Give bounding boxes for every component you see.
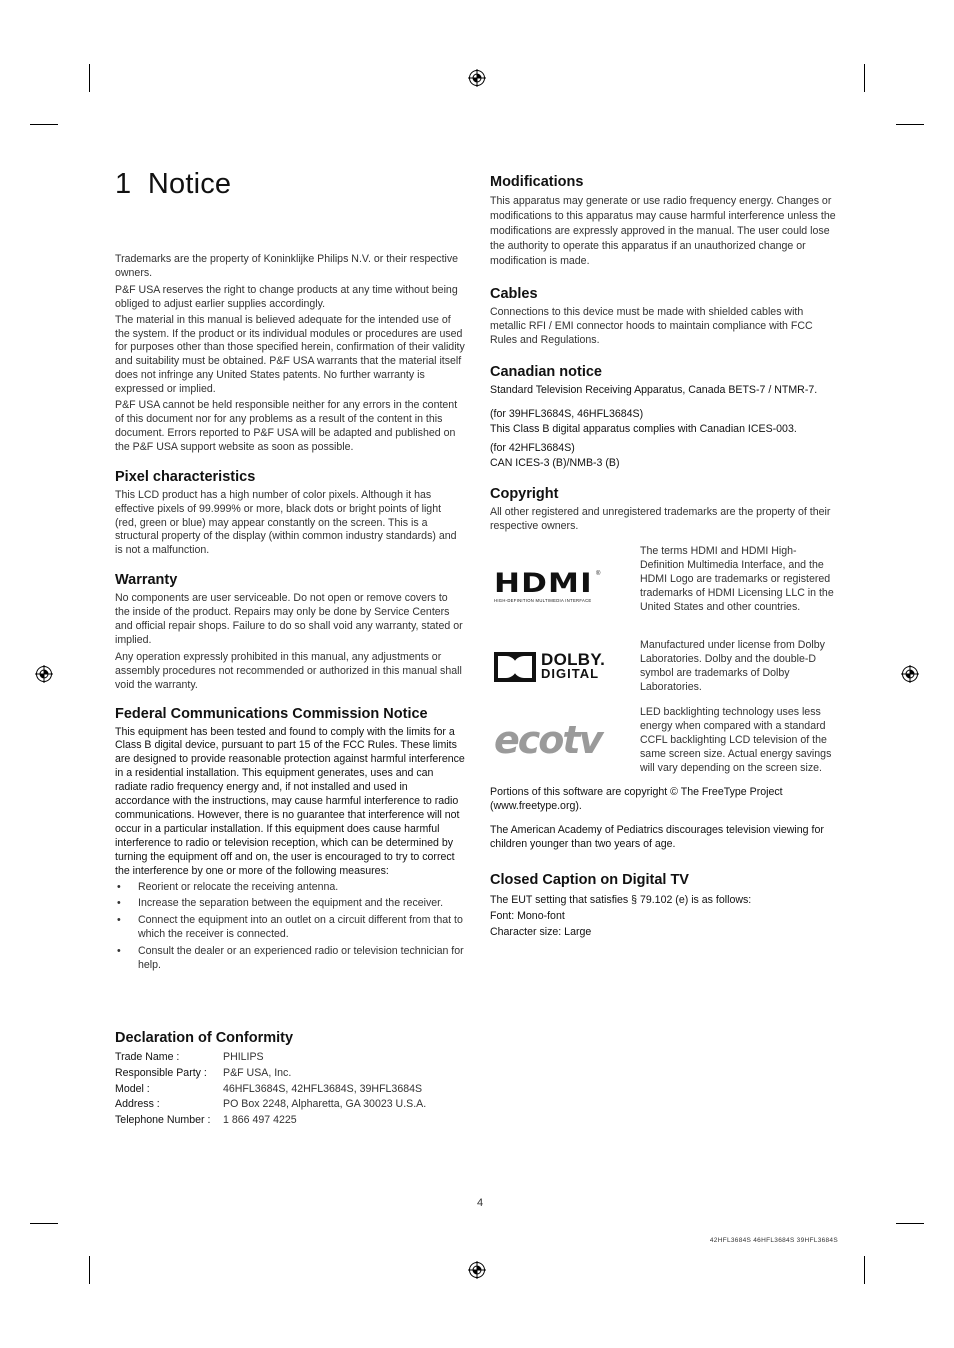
ecotv-trademark-row (490, 706, 838, 776)
fcc-heading: Federal Communications Commission Notice (115, 705, 428, 722)
copyright-heading: Copyright (490, 485, 559, 502)
crop-mark (864, 1256, 865, 1284)
cables-text: Connections to this device must be made with shielded cables with metallic RFI / EMI connector hoods to maintain compliance with FCC Rules and Regulations. (490, 306, 813, 346)
dolby-word: DOLBY. (541, 650, 606, 670)
table-cell-value: P&F USA, Inc. (223, 1066, 292, 1079)
dolby-text: Manufactured under license from Dolby Laboratories. Dolby and the double-D symbol are trademarks of Dolby Laboratories. (640, 639, 825, 694)
list-item: • Connect the equipment into an outlet on a circuit different from that to which the receiver is connected. (115, 914, 465, 942)
canadian-text: CAN ICES-3 (B)/NMB-3 (B) (490, 456, 620, 469)
registration-mark-icon (468, 69, 486, 87)
cc-heading: Closed Caption on Digital TV (490, 871, 689, 888)
chapter-title (115, 168, 231, 201)
hdmi-text: The terms HDMI and HDMI High-Definition Multimedia Interface, and the HDMI Logo are trademarks or registered trademarks of HDMI Licensing LLC in the United States and other countries. (640, 545, 834, 614)
table-row (115, 1050, 426, 1066)
left-column (115, 253, 465, 976)
cables-heading: Cables (490, 286, 538, 302)
footer-model-list: 42HFL3684S 46HFL3684S 39HFL3684S (709, 1237, 838, 1244)
modifications-text: This apparatus may generate or use radio frequency energy. Changes or modifications to this apparatus may cause harmful interference unless the modifications are expressly approved in the manual. The user could lose the authority to operate this apparatus if an unauthorized change or modification is made. (490, 195, 836, 267)
crop-mark (30, 124, 58, 125)
crop-mark (89, 1256, 90, 1284)
registration-mark-icon (35, 665, 53, 683)
list-item: • Reorient or relocate the receiving antenna. (115, 881, 465, 895)
modifications-heading: Modifications (490, 174, 584, 190)
dolby-logo (490, 639, 640, 695)
aap-text: The American Academy of Pediatrics discourages television viewing for children younger than two years of age. (490, 823, 824, 850)
table-cell-key: Model : (115, 1082, 150, 1095)
hdmi-logo-text: HDMI (494, 568, 593, 600)
table-cell-key: Responsible Party : (115, 1066, 207, 1079)
table-row (115, 1066, 426, 1082)
hdmi-trademark-row (490, 545, 838, 629)
registered-mark: ® (595, 571, 601, 578)
table-cell-key: Telephone Number : (115, 1114, 211, 1127)
warranty-heading: Warranty (115, 572, 178, 589)
canadian-text: (for 42HFL3684S) (490, 441, 575, 454)
table-cell-value: 46HFL3684S, 42HFL3684S, 39HFL3684S (223, 1082, 423, 1095)
table-cell-value: 1 866 497 4225 (223, 1114, 297, 1127)
fcc-text: This equipment has been tested and found to comply with the limits for a Class B digital device, pursuant to part 15 of the FCC Rules. These limits are designed to provide reasonable protection against harmful interference in a residential installation. This equipment generates, uses and can radiate radio frequency energy and, if not installed and used in accordance with the instructions, may cause harmful interference to radio communications. However, there is no guarantee that interference will not occur in a particular installation. If this equipment does cause harmful interference to radio or television reception, which can be determined by turning the equipment off and on, the user is encouraged to try to correct the interference by one or more of the following measures: (115, 725, 465, 877)
intro-paragraph: P&F USA cannot be held responsible neither for any errors in the content of this document nor for any problems as a result of the content in this document. Errors reported to P&F USA will be adapted and published on the P&F USA support website as soon as possible. (115, 399, 458, 453)
table-row (115, 1097, 426, 1113)
dolby-double-d-icon (494, 652, 536, 682)
cc-text: Font: Mono-font (490, 909, 565, 922)
crop-mark (896, 1223, 924, 1224)
list-item: • Consult the dealer or an experienced radio or television technician for help. (115, 945, 465, 973)
intro-paragraph: The material in this manual is believed adequate for the intended use of the system. If the product or its individual modules or procedures are used for purposes other than those specified herein, confirmation of their validity and suitability must be obtained. P&F USA warrants that the material itself does not infringe any United States patents. No further warranty is expressed or implied. (115, 313, 465, 396)
crop-mark (896, 124, 924, 125)
registration-mark-icon (901, 665, 919, 683)
chapter-title-text: Notice (147, 168, 232, 200)
table-row (115, 1082, 426, 1098)
canadian-text: (for 39HFL3684S, 46HFL3684S) (490, 407, 644, 420)
declaration-section (115, 1030, 475, 1129)
right-column (490, 174, 838, 940)
canadian-text: This Class B digital apparatus complies with Canadian ICES-003. (490, 422, 797, 435)
table-cell-value: PHILIPS (223, 1051, 264, 1063)
warranty-text: Any operation expressly prohibited in this manual, any adjustments or assembly procedures not recommended or authorized in this manual shall void the warranty. (115, 650, 462, 691)
page-number: 4 (477, 1197, 484, 1209)
declaration-table (115, 1050, 426, 1129)
ecotv-text: LED backlighting technology uses less energy when compared with a standard CCFL backlighting LCD television of the same screen size. Actual energy savings will vary depending on the screen size. (640, 706, 832, 775)
table-row (115, 1113, 426, 1129)
list-item: • Increase the separation between the equipment and the receiver. (115, 897, 465, 911)
declaration-heading: Declaration of Conformity (115, 1030, 294, 1046)
registration-mark-icon (468, 1261, 486, 1279)
pixel-text: This LCD product has a high number of color pixels. Although it has effective pixels of 99.999% or more, black dots or bright points of light (red, green or blue) may appear constantly on the screen. This is a structural property of the display (within common industry standards) and is not a malfunction. (115, 488, 457, 557)
canadian-heading: Canadian notice (490, 363, 602, 380)
hdmi-logo (490, 545, 640, 629)
warranty-text: No components are user serviceable. Do not open or remove covers to the inside of the product. Repairs may only be done by Service Centers and official repair shops. Failure to do so shall void any warranty, stated or implied. (115, 592, 463, 646)
table-cell-key: Trade Name : (115, 1051, 180, 1063)
hdmi-tagline: HIGH-DEFINITION MULTIMEDIA INTERFACE (494, 598, 592, 604)
canadian-text: Standard Television Receiving Apparatus, Canada BETS-7 / NTMR-7. (490, 383, 818, 396)
fcc-measures-list (115, 881, 465, 973)
crop-mark (30, 1223, 58, 1224)
dolby-sub: DIGITAL (541, 666, 600, 682)
copyright-text: All other registered and unregistered trademarks are the property of their respective owners. (490, 505, 831, 532)
ecotv-logo (490, 706, 640, 774)
ecotv-logo-text: ecotv (494, 718, 602, 763)
intro-paragraph: Trademarks are the property of Koninklijke Philips N.V. or their respective owners. (115, 253, 459, 279)
cc-text: Character size: Large (490, 925, 592, 938)
dolby-trademark-row (490, 639, 838, 695)
crop-mark (864, 64, 865, 92)
cc-text: The EUT setting that satisfies § 79.102 (e) is as follows: (490, 893, 752, 906)
pixel-heading: Pixel characteristics (115, 468, 256, 485)
table-cell-key: Address : (115, 1098, 160, 1111)
table-cell-value: PO Box 2248, Alpharetta, GA 30023 U.S.A. (223, 1098, 427, 1111)
chapter-number: 1 (115, 168, 132, 200)
crop-mark (89, 64, 90, 92)
freetype-text: Portions of this software are copyright © The FreeType Project (www.freetype.org). (490, 785, 783, 812)
intro-paragraph: P&F USA reserves the right to change products at any time without being obliged to adjust earlier supplies accordingly. (115, 283, 458, 310)
